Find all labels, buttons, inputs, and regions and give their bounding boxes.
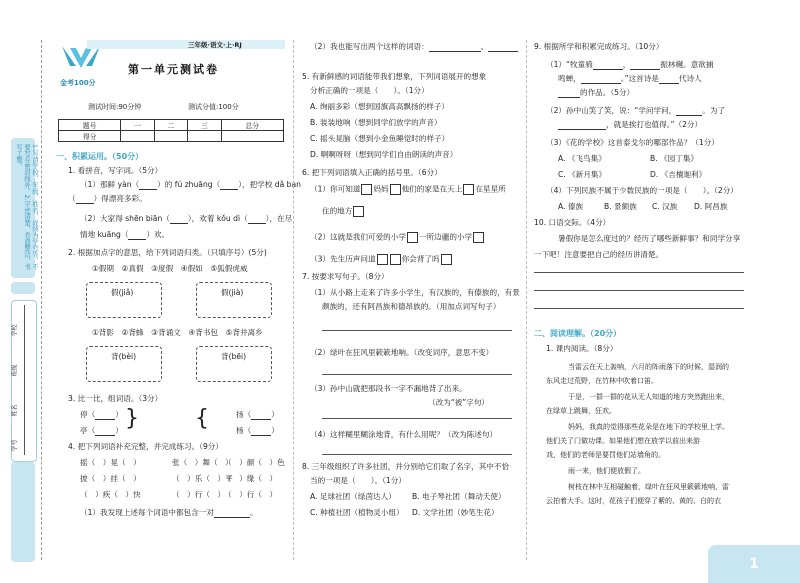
q9c-option-d[interactable]: D. 《吉檀迦利》 bbox=[650, 170, 707, 179]
section-2-title: 二、阅读理解。（20分） bbox=[534, 329, 622, 338]
q6c: （3）先生历声问道 你会背了吗 bbox=[310, 254, 453, 265]
field-class: 班级 bbox=[11, 364, 19, 377]
score-label: 得分 bbox=[59, 131, 121, 142]
story-line: 他们关了门做功课。如果他们想在放学以前出来游 bbox=[546, 437, 700, 445]
q3-item-2: 亭（ ） bbox=[80, 426, 123, 435]
notice-tab bbox=[11, 138, 38, 278]
story-line: 戏，他们的老师是要罚他们站墙角的。 bbox=[546, 451, 665, 459]
test-score: 测试分值:100分 bbox=[188, 103, 239, 111]
score-head-1: 一 bbox=[121, 120, 154, 131]
q4-row-1b: 张（ ）舞（ ） bbox=[172, 458, 233, 467]
score-cell[interactable] bbox=[221, 131, 283, 142]
page-title: 第一单元测试卷 bbox=[128, 63, 219, 76]
q4-row-3a: （ ）疾（ ）快 bbox=[80, 490, 141, 499]
q3-item-3: 扬（ ） bbox=[236, 410, 279, 419]
field-id: 学号 bbox=[11, 439, 19, 452]
q9d: （4）下列民族不属于少数民族的一项是（ ）。（2分） bbox=[546, 186, 738, 195]
column-divider bbox=[526, 40, 527, 560]
q9d-option-d[interactable]: D. 阿昌族 bbox=[694, 202, 728, 211]
grade-label: 三年级·语文·上·RJ bbox=[188, 41, 242, 49]
score-head-3: 三 bbox=[188, 120, 221, 131]
q9c-option-b[interactable]: B. 《园丁集》 bbox=[650, 154, 699, 163]
field-school: 学校 bbox=[11, 324, 19, 337]
q5-prompt-2: 分析正确的一项是（ ）。（1分） bbox=[310, 86, 429, 95]
q8-option-c[interactable]: C. 种植社团（植物灵小组） bbox=[310, 508, 404, 517]
q5-prompt: 5. 有新鲜感的词语能带我们想象，下列词语展开的想象 bbox=[302, 72, 487, 81]
q9a: （1）“牧童骑 ， 振林樾。意欲捕 bbox=[546, 60, 714, 69]
q7b: （2）绿叶在狂风里簌簌地响。（改变词序，意思不变） bbox=[310, 348, 494, 357]
q5-option-a[interactable]: A. 绚丽多彩（想到国旗高高飘扬的样子） bbox=[310, 102, 449, 111]
q6-prompt: 6. 把下列词语填入正确的括号里。（6分） bbox=[302, 168, 442, 177]
q4b: （2）我也能写出两个这样的词语： 、 bbox=[310, 42, 518, 52]
jia4-label: 假(jià) bbox=[221, 288, 244, 297]
answer-line[interactable] bbox=[322, 330, 512, 331]
q9c: （3）《花的学校》这首泰戈尔的哪部作品？（1分） bbox=[546, 138, 719, 147]
score-table bbox=[58, 119, 284, 142]
notice-text: 1.写清学校、年级、姓名，成绩为学号等，不要写在密封线外。2.字迹清楚，卷面整洁，书写工整。 bbox=[15, 144, 38, 270]
q5-option-b[interactable]: B. 装装地响（想到同学们放学的声音） bbox=[310, 118, 442, 127]
bei1-label: 背(bēi) bbox=[221, 352, 247, 361]
q4-row-2a: 披（ ）挂（ ） bbox=[80, 474, 141, 483]
q3-item-4: 杨（ ） bbox=[236, 426, 279, 435]
answer-line[interactable] bbox=[534, 308, 744, 309]
q5-option-d[interactable]: D. 啊啊呀呀（想到同学们自由朗读的声音） bbox=[310, 150, 458, 159]
bei4-label: 背(bèi) bbox=[111, 352, 137, 361]
q2-options-2: ①背影 ②背蜂 ③背诵文 ④背书包 ⑤背井离乡 bbox=[92, 328, 263, 337]
q4-row-1c: （ ）颜（ ）色 bbox=[224, 458, 285, 467]
header-band bbox=[87, 40, 285, 49]
q5-option-c[interactable]: C. 摇头晃脑（想到小金鱼睡觉时的样子） bbox=[310, 134, 450, 143]
notice-tab-2 bbox=[11, 282, 35, 294]
story-line: 妈妈，我真的觉得那些花朵是在地下的学校里上学。 bbox=[568, 423, 729, 431]
q6a: （1）你可知道 妈妈 他们的家是在天上 在星星所 bbox=[310, 184, 506, 194]
q9d-option-c[interactable]: C. 汉族 bbox=[652, 202, 678, 211]
q9d-option-a[interactable]: A. 傣族 bbox=[558, 202, 584, 211]
column-divider bbox=[293, 40, 294, 560]
story-line: 东风走过荒野，在竹林中吹着口笛。 bbox=[546, 377, 658, 385]
q7d: （4）这样糊里糊涂地背，有什么用呢？（改为陈述句） bbox=[310, 430, 498, 439]
q7-prompt: 7. 按要求写句子。（8分） bbox=[302, 272, 389, 281]
q3-prompt: 3. 比一比，组词语。（3分） bbox=[68, 394, 163, 403]
story-line: 树枝在林中互相碰触着，绿叶在狂风里簌簌地响，雷 bbox=[568, 483, 729, 491]
story-line: 云拍着大手。这时，花孩子们便穿了紫的、黄的、白的衣 bbox=[546, 497, 721, 505]
q2-options-1: ①假期 ②真假 ③度假 ④假如 ⑤狐假虎威 bbox=[92, 264, 248, 273]
score-head-2: 二 bbox=[154, 120, 187, 131]
bracket-icon: { bbox=[195, 406, 209, 431]
q4-row-2b: （ ）乐（ ）平 bbox=[172, 474, 233, 483]
answer-line[interactable] bbox=[322, 454, 512, 455]
q9c-option-a[interactable]: A. 《飞鸟集》 bbox=[558, 154, 606, 163]
q4a: （1）我发现上述每个词语中都包含一对 。 bbox=[80, 508, 258, 517]
story-line: 在绿草上跳舞，狂欢。 bbox=[546, 407, 616, 415]
score-head-4: 总分 bbox=[221, 120, 283, 131]
bracket-icon: } bbox=[125, 406, 139, 431]
bottom-tab bbox=[11, 462, 35, 562]
q1-prompt: 1. 看拼音，写字词。（5分） bbox=[68, 166, 163, 175]
q10-text-1: 暑假你是怎么度过的？经历了哪些新鲜事？和同学分享 bbox=[558, 234, 741, 243]
q2-prompt: 2. 根据加点字的意思，给下列词语归类。（只填序号）(5分) bbox=[68, 248, 267, 257]
story-line: 雨一来，他们便放假了。 bbox=[568, 467, 645, 475]
q1a: （1）那鲜 yàn（ ）的 fú zhuāng（ ），把学校 dǎ ban bbox=[80, 180, 301, 189]
story-line: 当雷云在天上轰响，六月的阵雨落下的时候，湿润的 bbox=[568, 363, 729, 371]
q7c: （3）孙中山就把那段书一字不漏地背了出来。 bbox=[310, 384, 467, 393]
q8-option-d[interactable]: D. 文学社团（妙笔生花） bbox=[412, 508, 499, 517]
story-line: 于是，一群一群的花从无人知道的地方突然跑出来， bbox=[568, 393, 729, 401]
q4-row-2c: （ ）缘（ ） bbox=[224, 474, 278, 483]
reading-1-prompt: 1. 课内阅读。（8分） bbox=[546, 344, 618, 353]
test-time: 测试时间:90分钟 bbox=[88, 103, 142, 111]
q4-prompt: 4. 把下列词语补充完整，并完成练习。（9分） bbox=[68, 442, 223, 451]
section-1-title: 一、积累运用。（50分） bbox=[56, 152, 144, 161]
q4-row-3c: （ ）行（ ） bbox=[224, 490, 278, 499]
q9d-option-b[interactable]: B. 景颇族 bbox=[604, 202, 637, 211]
q7a: （1）从小路上走来了许多小学生，有汉族的，有傣族的，有景 bbox=[310, 288, 520, 297]
field-line bbox=[24, 305, 25, 455]
q9b: （2）孙中山笑了笑，说：“学问学问， 。为了 bbox=[546, 106, 726, 115]
score-cell[interactable] bbox=[121, 131, 154, 142]
seal-line bbox=[41, 40, 42, 560]
q7c-2: （改为“被”字句） bbox=[428, 398, 490, 407]
q4-row-3b: （ ）行（ ） bbox=[172, 490, 226, 499]
score-head-0: 题号 bbox=[59, 120, 121, 131]
q8-option-a[interactable]: A. 足球社团（绿茵达人） bbox=[310, 492, 396, 501]
score-cell[interactable] bbox=[188, 131, 221, 142]
q1b: （ ）得漂亮多彩。 bbox=[68, 194, 147, 203]
q8-prompt: 8. 三年级组织了许多社团，并分别给它们取了名字，其中不恰 bbox=[302, 462, 510, 471]
q3-item-1: 停（ ） bbox=[80, 410, 123, 419]
answer-line[interactable] bbox=[534, 290, 744, 291]
logo-badge: 金考100分 bbox=[60, 79, 96, 87]
q1c: （2）大家得 shēn biān（ ），欢着 kǒu dì（ ），在尽 bbox=[80, 214, 293, 223]
jia3-label: 假(jiǎ) bbox=[111, 288, 134, 297]
q6a-cont: 住的地方 bbox=[322, 206, 365, 217]
answer-line[interactable] bbox=[322, 418, 512, 419]
q4-row-1a: 摇（ ）晃（ ） bbox=[80, 458, 141, 467]
score-cell[interactable] bbox=[154, 131, 187, 142]
q9-prompt: 9. 根据所学和积累完成练习。（10分） bbox=[534, 42, 664, 51]
binding-strip bbox=[0, 0, 48, 583]
q9a-3: 的作品。（5分） bbox=[558, 88, 634, 98]
q7a-2: 颇族的，还有阿昌族和德昂族的。（用加点词写句子） bbox=[322, 302, 501, 311]
q8-option-b[interactable]: B. 电子琴社团（舞动天使） bbox=[412, 492, 506, 501]
q8-prompt-2: 当的一项是（ ）。（1分） bbox=[310, 476, 406, 485]
q10-text-2: 一下吧！注意要把自己的经历讲清楚。 bbox=[534, 250, 664, 259]
q9b-2: ，就是挨打也值得。”（2分） bbox=[558, 120, 702, 130]
q9c-option-c[interactable]: C. 《新月集》 bbox=[558, 170, 607, 179]
q6b: （2）这就是我们可爱的小学 一所边疆的小学 bbox=[310, 232, 485, 243]
field-name: 姓名 bbox=[11, 404, 19, 417]
answer-line[interactable] bbox=[322, 374, 512, 375]
q10-prompt: 10. 口语交际。（4分） bbox=[534, 218, 611, 227]
answer-line[interactable] bbox=[534, 272, 744, 273]
q1d: 情地 kuāng（ ）欢。 bbox=[80, 230, 170, 239]
info-panel bbox=[11, 300, 37, 462]
page-number: 1 bbox=[708, 545, 800, 583]
q9a-2: 鸣蝉， 。”这首诗是 代诗人 bbox=[558, 74, 702, 83]
